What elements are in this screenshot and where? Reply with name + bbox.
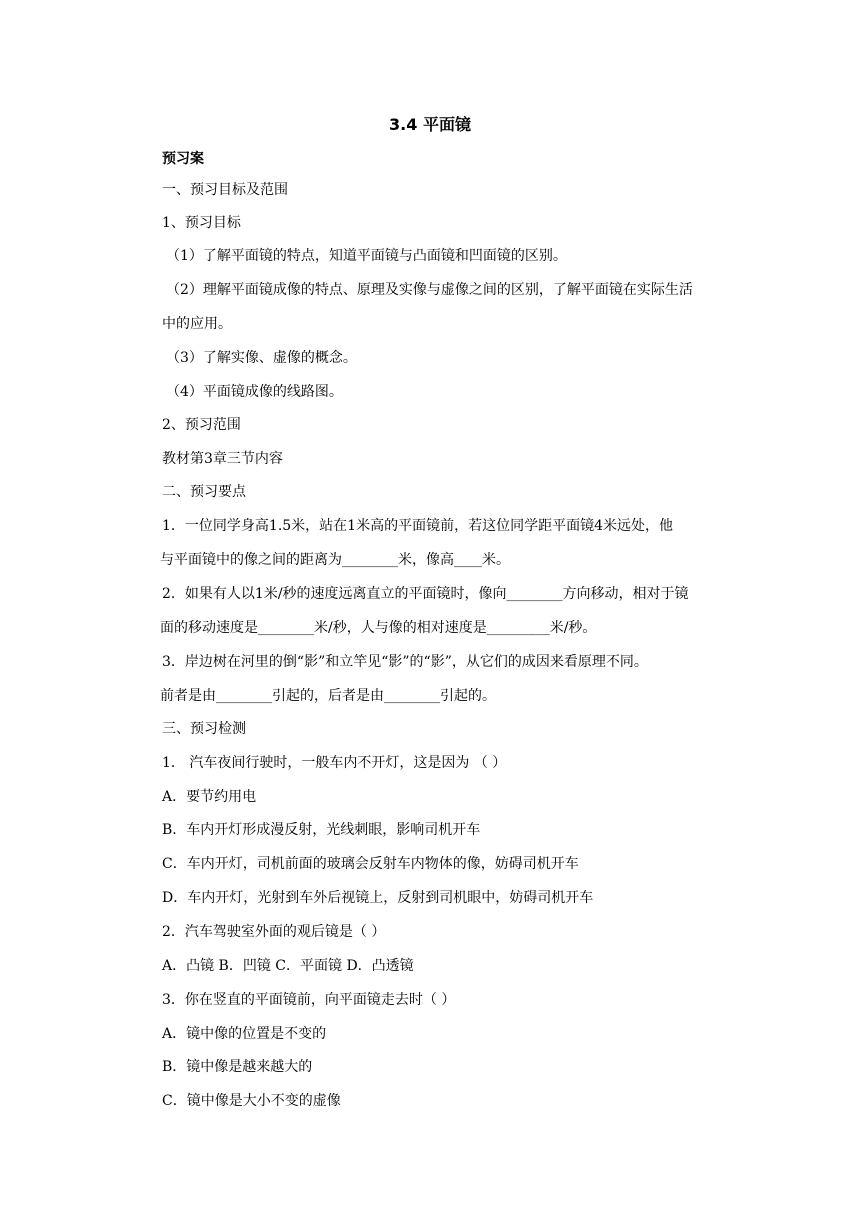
text-line: B．车内开灯形成漫反射，光线刺眼，影响司机开车 [162, 822, 481, 838]
text-line: 教材第3章三节内容 [162, 451, 283, 467]
text-line: 2．汽车驾驶室外面的观后镜是（ ） [162, 924, 386, 940]
text-line: （2）理解平面镜成像的特点、原理及实像与虚像之间的区别，了解平面镜在实际生活 [166, 282, 693, 298]
text-line: 前者是由________引起的，后者是由________引起的。 [160, 688, 496, 704]
text-line: A．镜中像的位置是不变的 [162, 1026, 327, 1042]
text-line: 2．如果有人以1米/秒的速度远离直立的平面镜时，像向________方向移动，相对于镜 [162, 586, 689, 602]
text-line: 3．你在竖直的平面镜前，向平面镜走去时（ ） [162, 992, 456, 1008]
text-line: （1）了解平面镜的特点，知道平面镜与凸面镜和凹面镜的区别。 [166, 248, 567, 264]
text-line: C．镜中像是大小不变的虚像 [162, 1093, 341, 1109]
text-line: B．镜中像是越来越大的 [162, 1059, 313, 1075]
text-line: A．要节约用电 [162, 789, 257, 805]
text-line: 一、预习目标及范围 [162, 182, 288, 198]
page-title: 3.4 平面镜 [389, 115, 471, 134]
text-line: C．车内开灯，司机前面的玻璃会反射车内物体的像，妨碍司机开车 [162, 856, 579, 872]
text-line: 中的应用。 [162, 316, 232, 332]
section-heading: 预习案 [162, 151, 204, 167]
text-line: 面的移动速度是________米/秒，人与像的相对速度是_________米/秒。 [160, 620, 597, 636]
text-line: （4）平面镜成像的线路图。 [166, 384, 343, 400]
text-line: 1．一位同学身高1.5米，站在1米高的平面镜前，若这位同学距平面镜4米远处，他 [162, 518, 673, 534]
text-line: 二、预习要点 [162, 484, 246, 500]
text-line: 3．岸边树在河里的倒“影”和立竿见“影”的“影”，从它们的成因来看原理不同。 [162, 654, 648, 670]
text-line: 1、预习目标 [162, 215, 241, 231]
text-line: （3）了解实像、虚像的概念。 [166, 350, 357, 366]
text-line: 2、预习范围 [162, 417, 241, 433]
text-line: A．凸镜 B．凹镜 C．平面镜 D．凸透镜 [162, 958, 414, 974]
text-line: 1． 汽车夜间行驶时，一般车内不开灯，这是因为 （ ） [162, 755, 507, 771]
text-line: 三、预习检测 [162, 721, 246, 737]
text-line: 与平面镜中的像之间的距离为________米，像高____米。 [160, 552, 510, 568]
text-line: D．车内开灯，光射到车外后视镜上，反射到司机眼中，妨碍司机开车 [162, 890, 594, 906]
